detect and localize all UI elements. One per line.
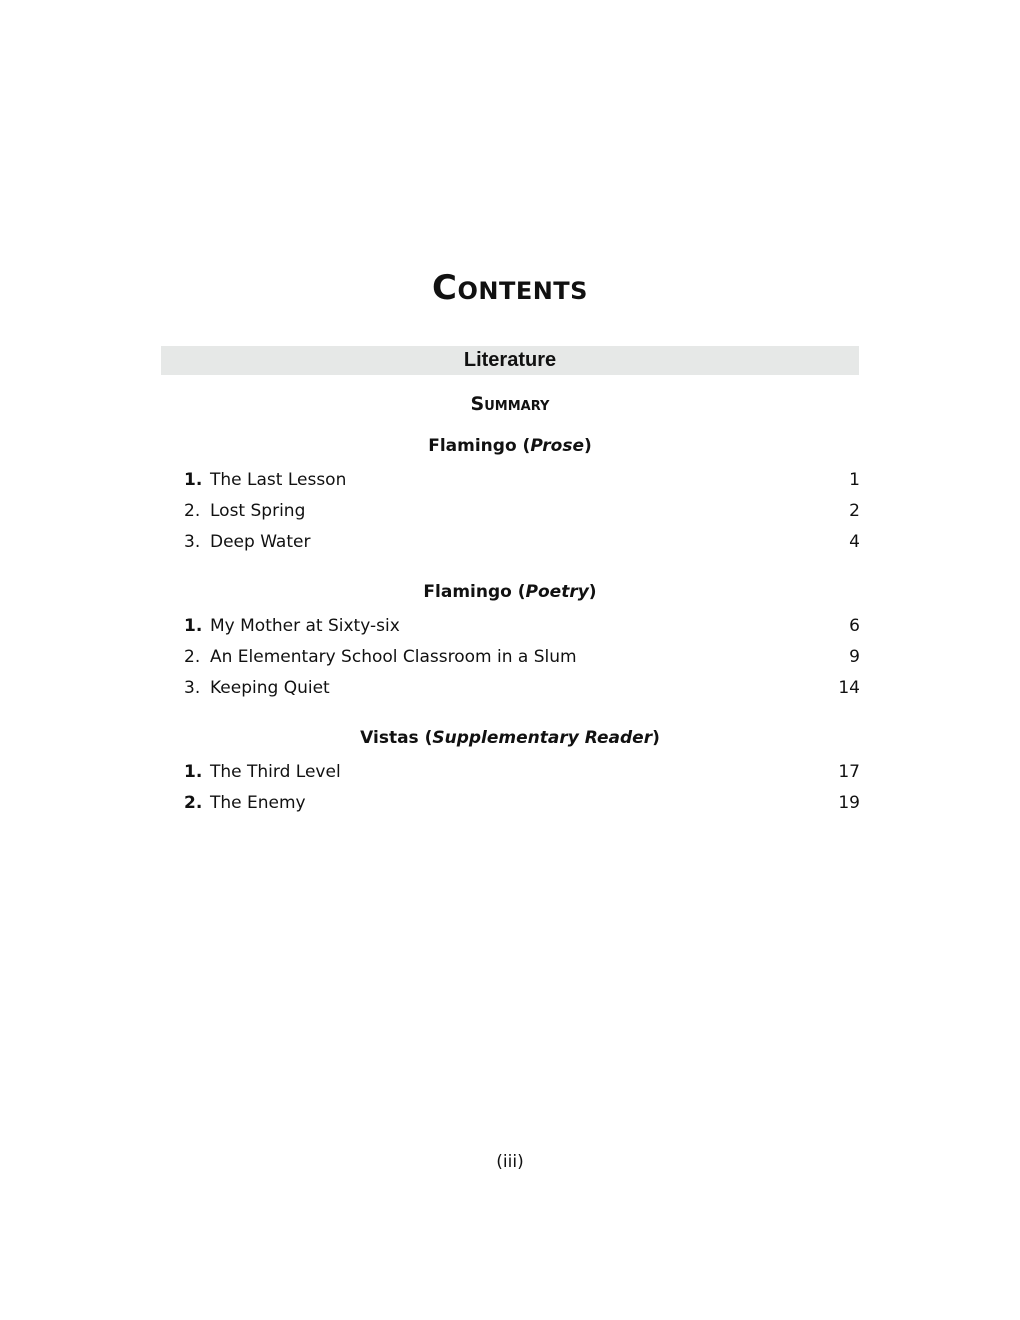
entry-title: The Enemy	[210, 793, 306, 813]
toc-entry[interactable]	[184, 615, 860, 637]
toc-entry[interactable]	[184, 646, 860, 668]
entry-number: 3.	[184, 532, 201, 552]
entry-number: 1.	[184, 616, 203, 636]
entry-number: 1.	[184, 470, 203, 490]
entry-title: My Mother at Sixty-six	[210, 616, 400, 636]
entry-page-number: 1	[849, 470, 860, 490]
section-qualifier: Supplementary Reader	[432, 728, 653, 748]
summary-heading: Summary	[470, 393, 550, 415]
section-qualifier: Poetry	[525, 582, 589, 602]
section-name: Vistas	[360, 728, 419, 748]
section-qualifier: Prose	[530, 436, 584, 456]
section-name: Flamingo	[423, 582, 512, 602]
entry-number: 3.	[184, 678, 201, 698]
toc-entry[interactable]	[184, 677, 860, 699]
entry-page-number: 4	[849, 532, 860, 552]
toc-entry[interactable]	[184, 761, 860, 783]
entry-title: The Third Level	[210, 762, 341, 782]
section-heading-flamingo-poetry: Flamingo (Poetry)	[423, 582, 597, 602]
toc-entry[interactable]	[184, 792, 860, 814]
toc-entry[interactable]	[184, 531, 860, 553]
entry-page-number: 9	[849, 647, 860, 667]
entry-page-number: 19	[838, 793, 860, 813]
section-heading-flamingo-prose: Flamingo (Prose)	[428, 436, 592, 456]
section-band-literature: Literature	[161, 346, 859, 375]
toc-entry[interactable]	[184, 500, 860, 522]
entry-number: 2.	[184, 501, 201, 521]
entry-title: Keeping Quiet	[210, 678, 330, 698]
entry-number: 2.	[184, 647, 201, 667]
entry-page-number: 14	[838, 678, 860, 698]
entry-title: An Elementary School Classroom in a Slum	[210, 647, 577, 667]
entry-page-number: 17	[838, 762, 860, 782]
entry-title: The Last Lesson	[210, 470, 347, 490]
section-name: Flamingo	[428, 436, 517, 456]
entry-title: Lost Spring	[210, 501, 306, 521]
entry-page-number: 6	[849, 616, 860, 636]
page-number-footer: (iii)	[496, 1152, 524, 1172]
page-title: Contents	[432, 268, 588, 308]
entry-title: Deep Water	[210, 532, 311, 552]
section-heading-vistas: Vistas (Supplementary Reader)	[360, 728, 660, 748]
entry-page-number: 2	[849, 501, 860, 521]
toc-entry[interactable]	[184, 469, 860, 491]
entry-number: 1.	[184, 762, 203, 782]
entry-number: 2.	[184, 793, 203, 813]
